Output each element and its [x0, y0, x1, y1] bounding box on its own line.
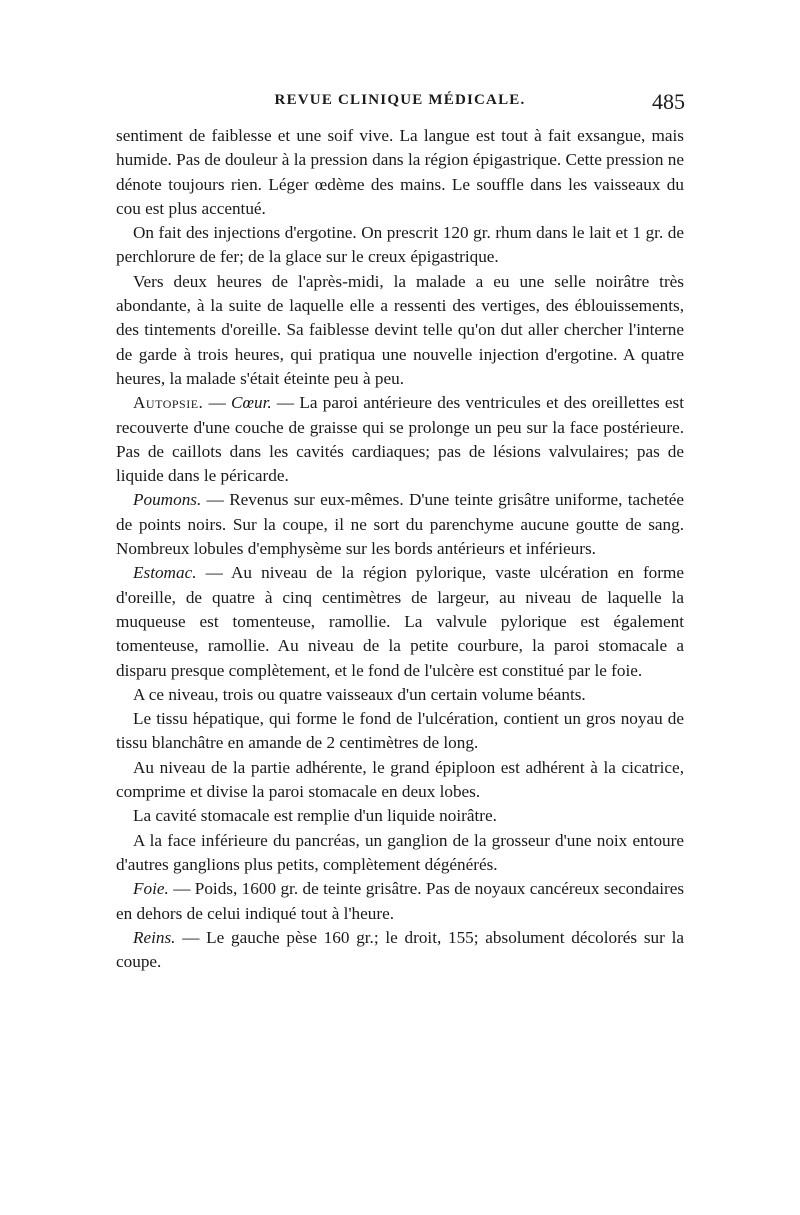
paragraph-liver [116, 877, 684, 926]
organ-heading: Cœur. [231, 393, 272, 413]
paragraph-stomach [116, 561, 684, 682]
dash-separator: — [168, 879, 195, 899]
dash-separator: — [203, 393, 232, 413]
running-title: REVUE CLINIQUE MÉDICALE. [274, 92, 526, 108]
dash-separator: — [201, 490, 230, 510]
body-text [116, 124, 684, 974]
dash-separator: — [196, 563, 231, 583]
paragraph-kidneys [116, 926, 684, 975]
paragraph-lungs [116, 488, 684, 561]
running-header [115, 89, 685, 116]
dash-separator: — [175, 927, 207, 947]
paragraph: La cavité stomacale est remplie d'un liquide noirâtre. [133, 806, 497, 826]
paragraph-text: Revenus sur eux-mêmes. D'une teinte grisâtre uniforme, tachetée de points noirs. Sur la coupe, il ne sort du parenchyme aucune goutte de sang. Nombreux lobules d'emphysème sur les bords antérieurs et inférieurs. [116, 490, 685, 559]
paragraph-text: Le gauche pèse 160 gr.; le droit, 155; absolument décolorés sur la coupe. [116, 927, 684, 972]
paragraph-autopsy [116, 391, 684, 488]
paragraph: Vers deux heures de l'après-midi, la malade a eu une selle noirâtre très abondante, à la suite de laquelle elle a ressenti des vertiges, des éblouissements, des tintements d'oreille. Sa faiblesse devint telle qu'on dut aller chercher l'interne de garde à trois heures, qui pratiqua une nouvelle injection d'ergotine. A quatre heures, la malade s'était éteinte peu à peu. [116, 271, 684, 388]
paragraph-text: La paroi antérieure des ventricules et des oreillettes est recouverte d'une couche de graisse qui se prolonge un peu sur la face postérieure. Pas de caillots dans les cavités cardiaques; pas de lésions valvulaires; pas de liquide dans le péricarde. [116, 393, 685, 486]
paragraph: Au niveau de la partie adhérente, le grand épiploon est adhérent à la cicatrice, comprime et divise la paroi stomacale en deux lobes. [116, 757, 684, 802]
page-number: 485 [652, 89, 685, 114]
organ-heading: Estomac. [133, 563, 197, 583]
section-label: Autopsie. [133, 393, 204, 413]
organ-heading: Foie. [133, 879, 169, 899]
paragraph-text: Poids, 1600 gr. de teinte grisâtre. Pas de noyaux cancéreux secondaires en dehors de celui indiqué tout à l'heure. [116, 879, 685, 923]
dash-separator: — [271, 393, 300, 413]
paragraph: A la face inférieure du pancréas, un ganglion de la grosseur d'une noix entoure d'autres ganglions plus petits, complètement dégénérés. [116, 830, 684, 874]
organ-heading: Poumons. [133, 490, 202, 510]
paragraph: sentiment de faiblesse et une soif vive. La langue est tout à fait exsangue, mais humide. Pas de douleur à la pression dans la région épigastrique. Cette pression ne dénote toujours rien. Léger œdème des mains. Le souffle dans les vaisseaux du cou est plus accentué. [116, 126, 684, 218]
paragraph-text: Au niveau de la région pylorique, vaste ulcération en forme d'oreille, de quatre à cinq centimètres de largeur, au niveau de laquelle la muqueuse est tomenteuse, ramollie. La valvule pylorique est également tomenteuse, ramollie. Au niveau de la petite courbure, la paroi stomacale a disparu presque complètement, et le fond de l'ulcère est constitué par le foie. [116, 563, 684, 680]
paragraph: Le tissu hépatique, qui forme le fond de l'ulcération, contient un gros noyau de tissu blanchâtre en amande de 2 centimètres de long. [116, 709, 684, 753]
paragraph: On fait des injections d'ergotine. On prescrit 120 gr. rhum dans le lait et 1 gr. de perchlorure de fer; de la glace sur le creux épigastrique. [116, 223, 684, 267]
organ-heading: Reins. [133, 927, 176, 947]
paragraph: A ce niveau, trois ou quatre vaisseaux d'un certain volume béants. [133, 684, 586, 704]
